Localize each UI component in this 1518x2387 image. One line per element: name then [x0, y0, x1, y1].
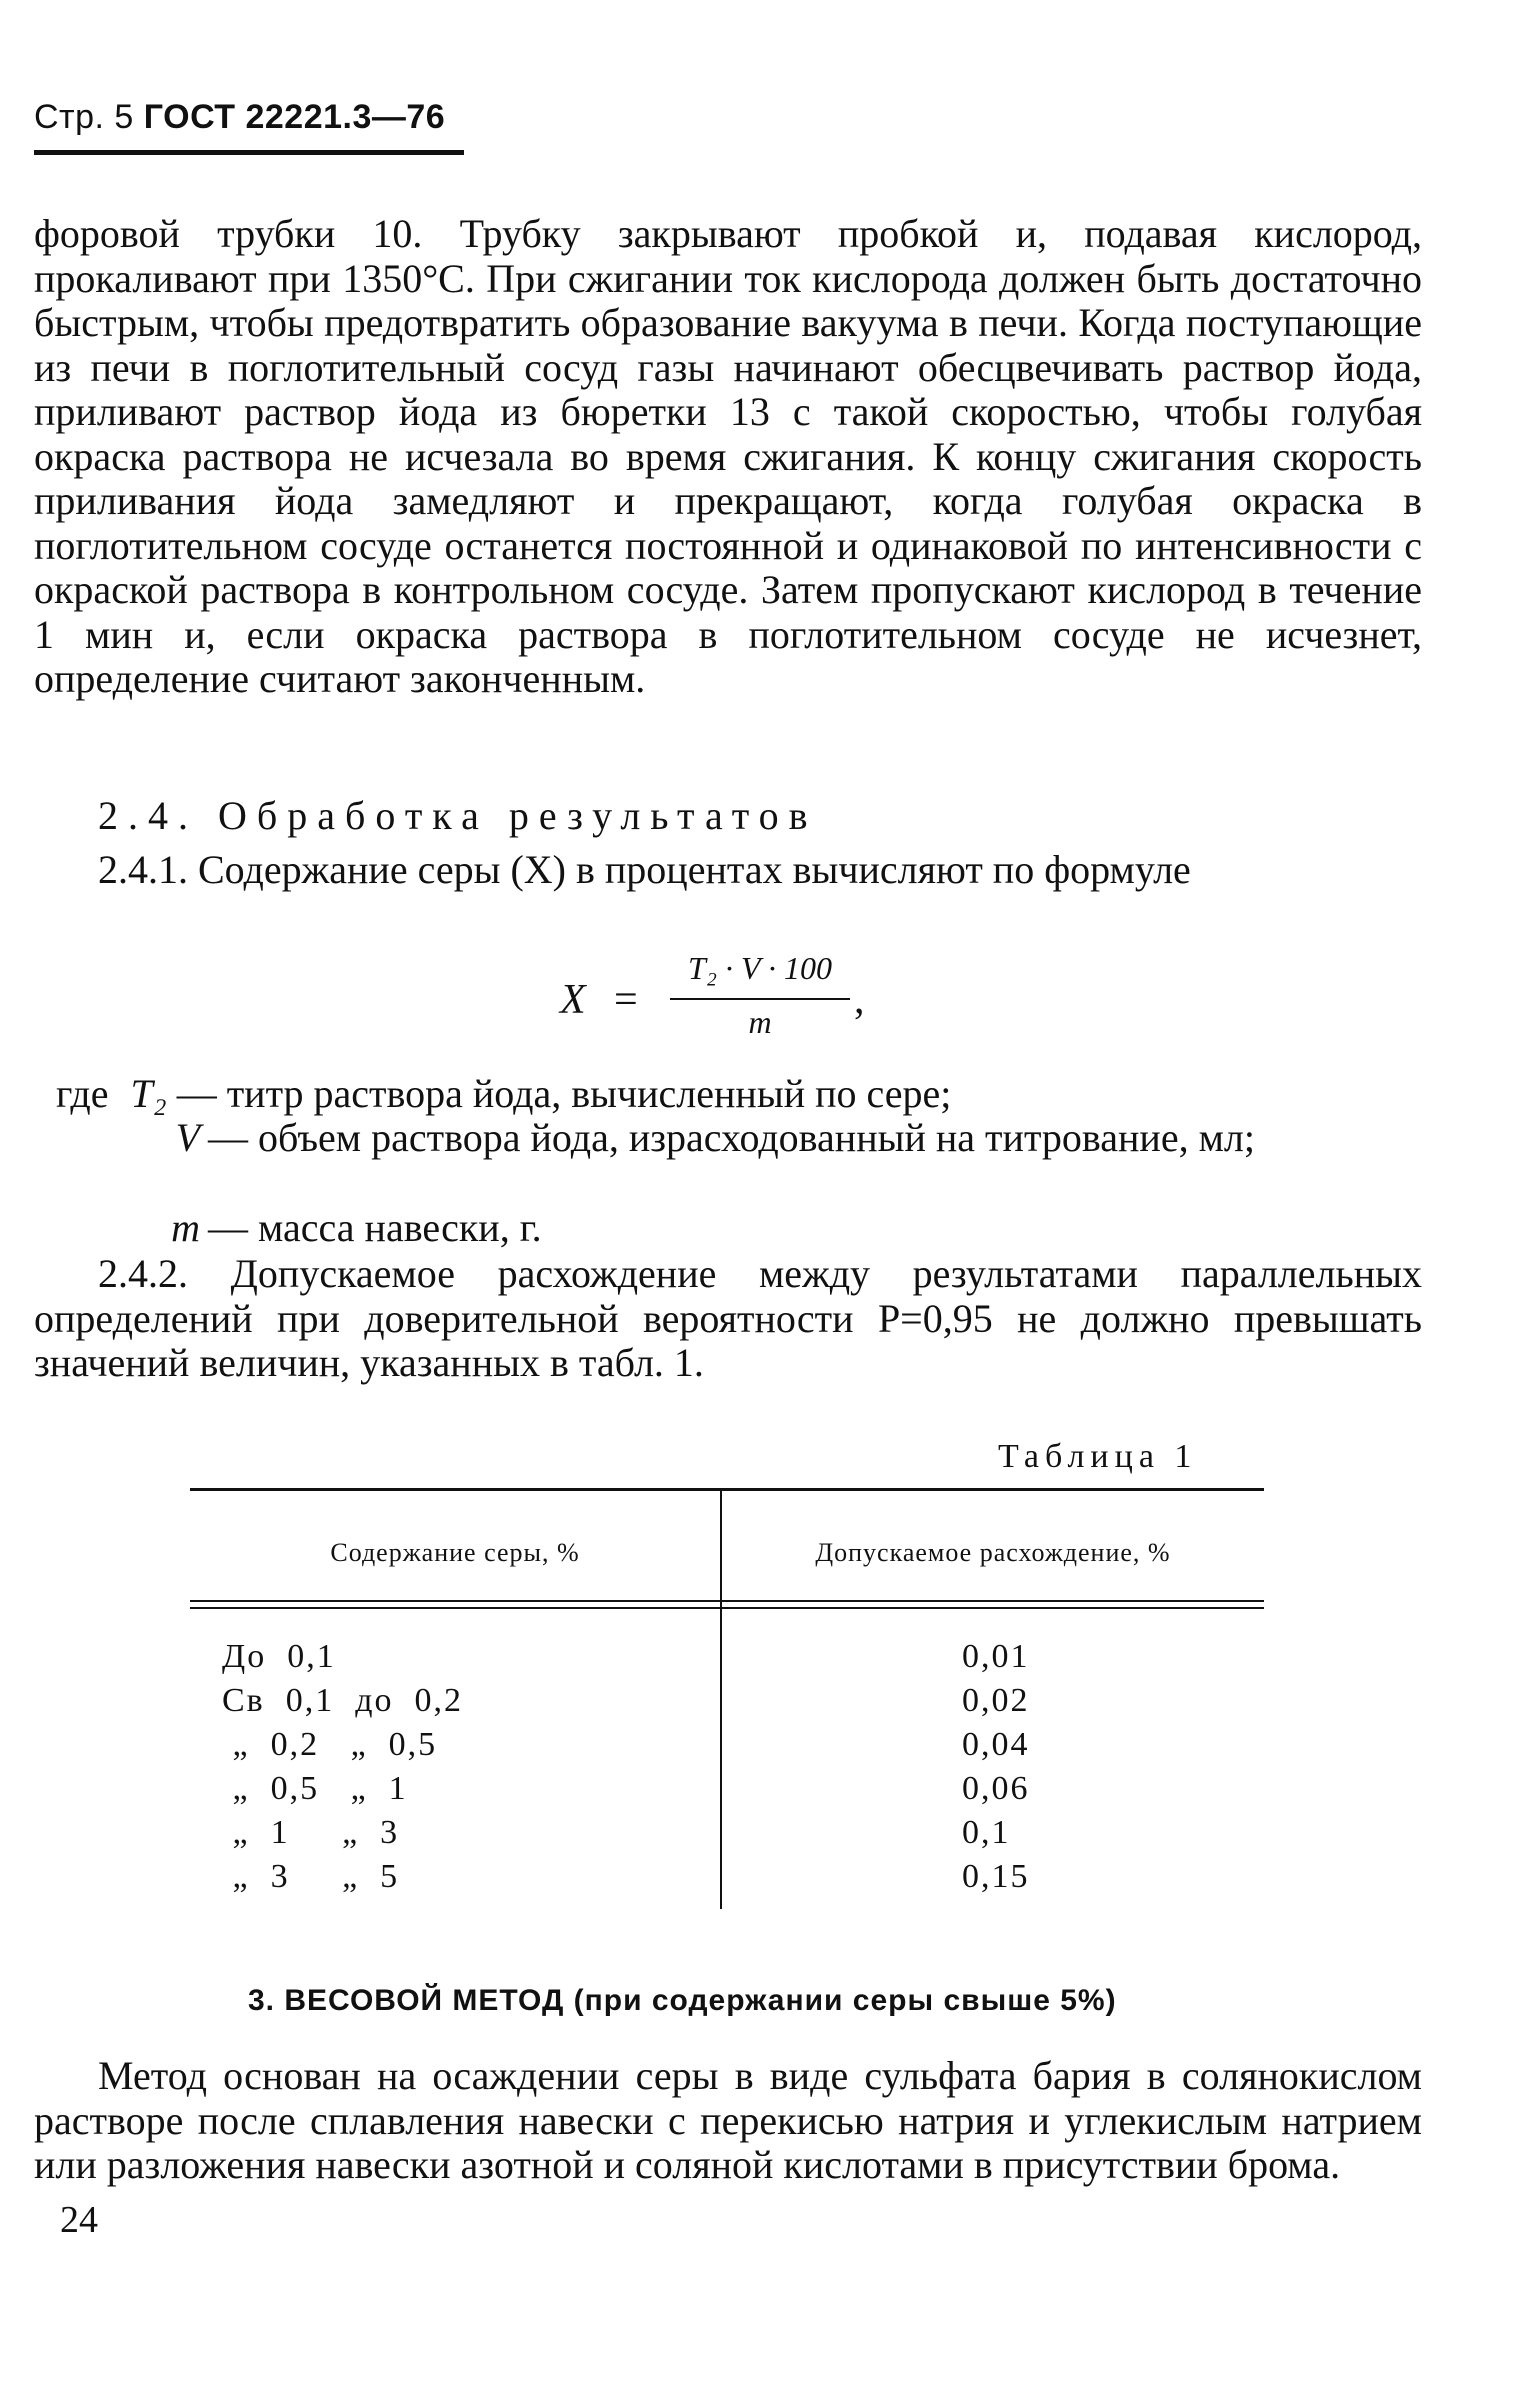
legend-symbol: T₂: [130, 1071, 167, 1116]
page-header: [34, 98, 445, 137]
table-header-rule-2: [190, 1607, 1264, 1609]
table-cell-tolerance: 0,15: [962, 1858, 1030, 1895]
table-cell-content: „ 1 „ 3: [222, 1814, 400, 1851]
formula-equals: =: [614, 977, 638, 1023]
table-header-tolerance: Допускаемое расхождение, %: [815, 1538, 1171, 1567]
table-cell-tolerance: 0,06: [962, 1770, 1030, 1807]
section-title-3: 3. ВЕСОВОЙ МЕТОД (при содержании серы свыше 5%): [248, 1984, 1117, 2017]
fraction-bar: [670, 998, 850, 1000]
page-number: 24: [60, 2199, 98, 2241]
page-label: Стр. 5: [34, 98, 134, 136]
formula-numerator: T₂ · V · 100: [688, 950, 832, 986]
legend-item: [152, 1206, 1422, 1251]
body-paragraph-1: форовой трубки 10. Трубку закрывают пробкой и, подавая кислород, прокаливают при 1350°С. При сжигании ток кислорода должен быть достаточно быстрым, чтобы предотвратить образование вакуума в печи. Когда поступающие из печи в поглотительный сосуд газы начинают обесцвечивать раствор йода, приливают раствор йода из бюретки 13 с такой скоростью, чтобы голубая окраска раствора не исчезала во время сжигания. К концу сжигания скорость приливания йода замедляют и прекращают, когда голубая окраска в поглотительном сосуде останется постоянной и одинаковой по интенсивности с окраской раствора в контрольном сосуде. Затем пропускают кислород в течение 1 мин и, если окраска раствора в поглотительном сосуде не исчезнет, определение считают законченным.: [34, 211, 1422, 701]
formula-lhs: X: [560, 977, 586, 1023]
table-cell-content: Св 0,1 до 0,2: [222, 1682, 464, 1719]
sulfur-formula: [560, 948, 960, 1058]
table-caption: Таблица 1: [998, 1438, 1198, 1475]
table-cell-tolerance: 0,04: [962, 1726, 1030, 1763]
legend-item: [56, 1072, 1416, 1117]
table-cell-tolerance: 0,1: [962, 1814, 1011, 1851]
legend-symbol: m: [171, 1205, 200, 1250]
table-cell-tolerance: 0,02: [962, 1682, 1030, 1719]
paragraph-2-4-2: 2.4.2. Допускаемое расхождение между результатами параллельных определений при доверительной вероятности P=0,95 не должно превышать значений величин, указанных в табл. 1.: [34, 1251, 1422, 1385]
legend-text: — объем раствора йода, израсходованный на титрование, мл;: [208, 1115, 1255, 1160]
table-cell-content: „ 0,5 „ 1: [222, 1770, 408, 1807]
header-rule: [34, 150, 464, 155]
legend-item: [152, 1116, 1422, 1161]
table-top-rule: [190, 1488, 1264, 1491]
table-cell-tolerance: 0,01: [962, 1638, 1030, 1675]
legend-text: — масса навески, г.: [208, 1205, 542, 1250]
formula-denominator: m: [748, 1004, 772, 1040]
legend-symbol: V: [175, 1115, 200, 1160]
standard-number: ГОСТ 22221.3—76: [143, 98, 446, 136]
table-cell-content: До 0,1: [222, 1638, 336, 1675]
section-title-2-4: 2.4. Обработка результатов: [98, 793, 818, 838]
legend-prefix: где: [56, 1071, 109, 1116]
table-cell-content: „ 3 „ 5: [222, 1858, 400, 1895]
table-cell-content: „ 0,2 „ 0,5: [222, 1726, 438, 1763]
legend-text: — титр раствора йода, вычисленный по сере;: [176, 1071, 952, 1116]
paragraph-2-4-1: 2.4.1. Содержание серы (X) в процентах вычисляют по формуле: [98, 847, 1191, 892]
table-header-content: Содержание серы, %: [330, 1538, 580, 1567]
table-header-rule-1: [190, 1600, 1264, 1602]
formula-comma: ,: [854, 977, 865, 1023]
method-paragraph: Метод основан на осаждении серы в виде сульфата бария в солянокислом растворе после сплавления навески с перекисью натрия и углекислым натрием или разложения навески азотной и соляной кислотами в присутствии брома.: [34, 2053, 1422, 2187]
